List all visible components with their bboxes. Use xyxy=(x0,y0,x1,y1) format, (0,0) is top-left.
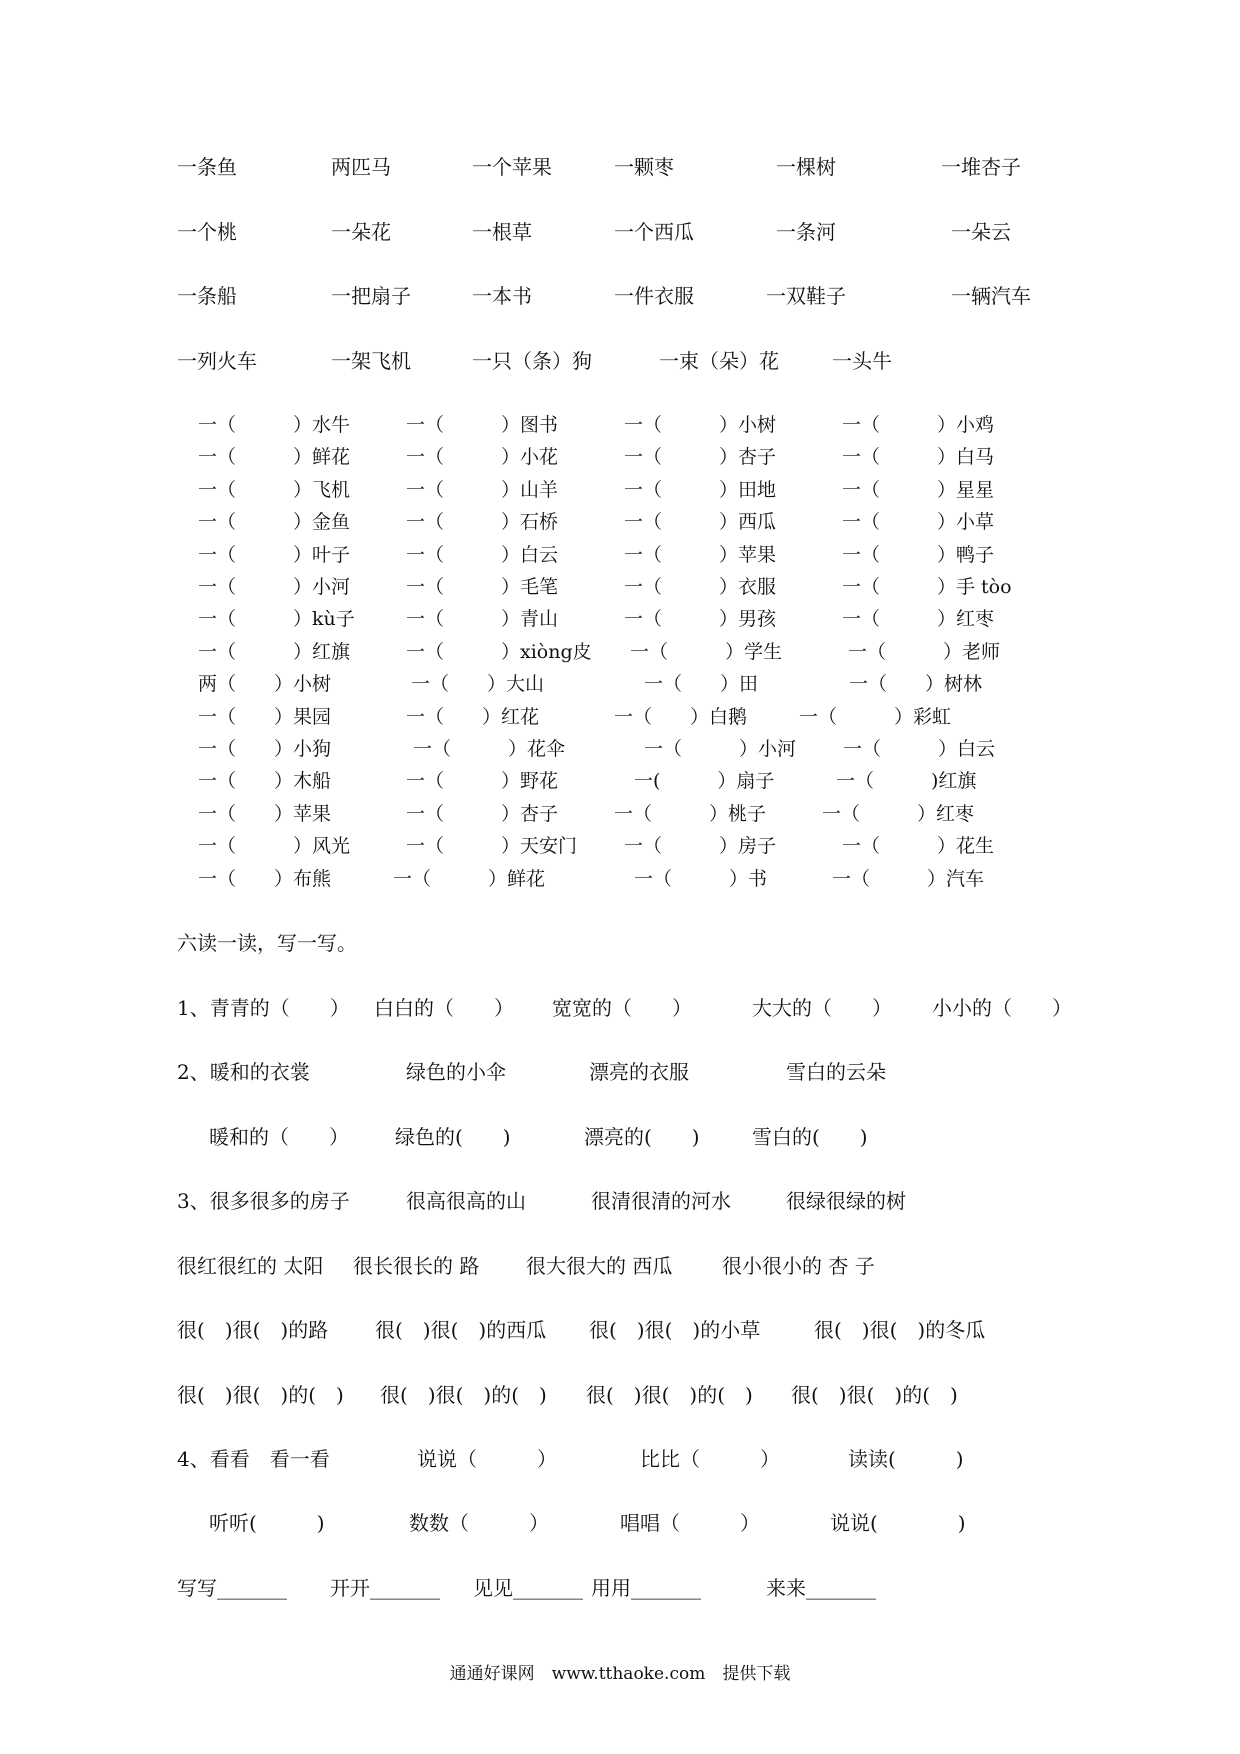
fill-measure-row-cell: 一（ ）小狗 xyxy=(198,738,332,760)
fill-measure-row-cell: 一（ ）红旗 xyxy=(198,640,351,663)
q4-row3-cell: 开开_______ xyxy=(330,1576,440,1600)
fill-measure-row-cell: 一（ ）鲜花 xyxy=(198,446,351,469)
q4-row2 xyxy=(0,1508,1240,1538)
measure-word-row xyxy=(0,346,1240,376)
q4-row3-cell: 写写_______ xyxy=(177,1576,287,1600)
fill-measure-row xyxy=(0,410,1240,440)
fill-measure-row-cell: 一（ ）风光 xyxy=(198,835,351,858)
measure-word-row-cell: 一架飞机 xyxy=(331,349,411,373)
fill-measure-row-cell: 一（ )红旗 xyxy=(836,770,977,793)
measure-word-row-cell: 一列火车 xyxy=(177,349,257,373)
fill-measure-row-cell: 一（ ）杏子 xyxy=(624,446,777,469)
fill-measure-row-cell: 一（ ）杏子 xyxy=(406,802,559,825)
fill-measure-row-cell: 一（ ）田 xyxy=(644,673,759,696)
q3-blanks1-row-cell: 很( )很( )的西瓜 xyxy=(375,1318,547,1342)
q3-words-row xyxy=(0,1186,1240,1216)
section-title-cell: 六读一读，写一写。 xyxy=(177,931,357,955)
fill-measure-row-cell: 一（ ）西瓜 xyxy=(624,511,777,534)
measure-word-row-cell: 一条鱼 xyxy=(177,155,237,179)
q3-words2-row xyxy=(0,1251,1240,1281)
fill-measure-row-cell: 一（ ）老师 xyxy=(848,640,1001,663)
q1-row-cell: 小小的（ ） xyxy=(932,996,1072,1020)
q2-words-row-cell: 漂亮的衣服 xyxy=(589,1060,689,1084)
fill-measure-row xyxy=(0,540,1240,570)
q3-words-row-cell: 很高很高的山 xyxy=(406,1189,526,1213)
fill-measure-row-cell: 一（ ）白马 xyxy=(842,446,995,469)
fill-measure-row-cell: 一（ ）图书 xyxy=(406,414,559,436)
q2-blanks-row-cell: 暖和的（ ） xyxy=(209,1125,349,1149)
measure-word-row-cell: 一颗枣 xyxy=(614,155,674,179)
q2-words-row xyxy=(0,1057,1240,1087)
measure-word-row-cell: 一头牛 xyxy=(832,349,892,373)
measure-word-row xyxy=(0,281,1240,311)
fill-measure-row-cell: 一（ ）桃子 xyxy=(614,802,767,825)
q3-blanks2-row-cell: 很( )很( )的( ) xyxy=(177,1383,344,1407)
fill-measure-row-cell: 一（ ）白鹅 xyxy=(614,705,748,728)
q4-row3-cell: 见见_______ xyxy=(473,1576,583,1600)
fill-measure-row xyxy=(0,442,1240,472)
fill-measure-row-cell: 一（ ）大山 xyxy=(411,673,545,696)
q3-words2-row-cell: 很红很红的 太阳 xyxy=(177,1254,324,1278)
fill-measure-row-cell: 一（ ）山羊 xyxy=(406,478,559,501)
fill-measure-row-cell: 一（ ）金鱼 xyxy=(198,511,351,534)
fill-measure-row-cell: 一（ ）田地 xyxy=(624,478,777,501)
measure-word-row-cell: 一辆汽车 xyxy=(951,284,1031,308)
measure-word-row-cell: 一个桃 xyxy=(177,220,237,244)
fill-measure-row xyxy=(0,702,1240,732)
fill-measure-row-cell: 一（ ）野花 xyxy=(406,770,559,793)
fill-measure-row xyxy=(0,604,1240,634)
q4-row3-cell: 用用_______ xyxy=(591,1576,701,1600)
measure-word-row-cell: 一朵云 xyxy=(951,220,1011,244)
q3-blanks2-row-cell: 很( )很( )的( ) xyxy=(791,1383,958,1407)
q3-blanks1-row-cell: 很( )很( )的冬瓜 xyxy=(814,1318,986,1342)
q2-blanks-row xyxy=(0,1122,1240,1152)
measure-word-row-cell: 一把扇子 xyxy=(331,284,411,308)
fill-measure-row-cell: 一（ ）衣服 xyxy=(624,576,777,598)
fill-measure-row-cell: 一（ ）苹果 xyxy=(198,802,332,825)
q3-words2-row-cell: 很小很小的 杏 子 xyxy=(722,1254,875,1278)
fill-measure-row xyxy=(0,864,1240,894)
measure-word-row xyxy=(0,152,1240,182)
q3-blanks1-row xyxy=(0,1315,1240,1345)
fill-measure-row xyxy=(0,799,1240,829)
fill-measure-row-cell: 一（ ）kù子 xyxy=(198,608,355,631)
fill-measure-row-cell: 一（ ）xiòng皮 xyxy=(406,640,592,663)
fill-measure-row-cell: 一（ ）汽车 xyxy=(832,867,985,890)
fill-measure-row-cell: 一（ ）学生 xyxy=(630,640,783,663)
fill-measure-row-cell: 一（ ）果园 xyxy=(198,705,332,728)
fill-measure-row-cell: 一（ ）毛笔 xyxy=(406,576,559,598)
q2-words-row-cell: 雪白的云朵 xyxy=(786,1060,886,1084)
fill-measure-row-cell: 一（ ）小草 xyxy=(842,511,995,534)
measure-word-row-cell: 一堆杏子 xyxy=(941,155,1021,179)
fill-measure-row-cell: 一（ ）树林 xyxy=(849,673,983,696)
q3-words-row-cell: 3、很多很多的房子 xyxy=(177,1189,350,1213)
fill-measure-row-cell: 一（ ）红枣 xyxy=(822,802,975,825)
q2-blanks-row-cell: 漂亮的( ) xyxy=(584,1125,700,1149)
fill-measure-row xyxy=(0,734,1240,764)
fill-measure-row-cell: 一（ ）石桥 xyxy=(406,511,559,534)
q3-words-row-cell: 很绿很绿的树 xyxy=(786,1189,906,1213)
q4-row2-cell: 数数（ ） xyxy=(409,1511,549,1535)
page-footer: 通通好课网 www.tthaoke.com 提供下载 xyxy=(449,1664,791,1684)
fill-measure-row-cell: 一（ ）花生 xyxy=(842,835,995,858)
q2-blanks-row-cell: 绿色的( ) xyxy=(395,1125,511,1149)
fill-measure-row xyxy=(0,572,1240,602)
measure-word-row-cell: 一只（条）狗 xyxy=(472,349,592,373)
measure-word-row-cell: 一束（朵）花 xyxy=(659,349,779,373)
fill-measure-row-cell: 一（ ）房子 xyxy=(624,835,777,858)
q4-row3 xyxy=(0,1573,1240,1603)
section-title xyxy=(0,928,1240,958)
fill-measure-row-cell: 一（ ）飞机 xyxy=(198,478,351,501)
measure-word-row-cell: 一个苹果 xyxy=(472,155,552,179)
measure-word-row-cell: 一棵树 xyxy=(776,155,836,179)
fill-measure-row-cell: 一（ ）鸭子 xyxy=(842,543,995,566)
measure-word-row-cell: 一双鞋子 xyxy=(766,284,846,308)
fill-measure-row-cell: 一（ ）小鸡 xyxy=(842,414,995,436)
q3-words2-row-cell: 很大很大的 西瓜 xyxy=(526,1254,673,1278)
fill-measure-row xyxy=(0,507,1240,537)
fill-measure-row-cell: 一（ ）白云 xyxy=(843,738,996,760)
fill-measure-row-cell: 一（ ）小河 xyxy=(198,576,351,598)
fill-measure-row-cell: 一（ ）彩虹 xyxy=(799,705,952,728)
fill-measure-row-cell: 一（ ）花伞 xyxy=(413,738,566,760)
q3-blanks2-row-cell: 很( )很( )的( ) xyxy=(586,1383,753,1407)
fill-measure-row xyxy=(0,831,1240,861)
q4-row2-cell: 唱唱（ ） xyxy=(620,1511,760,1535)
q4-row2-cell: 听听( ) xyxy=(209,1511,325,1535)
q4-row1-cell: 说说（ ） xyxy=(417,1447,557,1471)
q4-row1-cell: 4、看看 看一看 xyxy=(177,1447,330,1471)
fill-measure-row-cell: 一（ ）鲜花 xyxy=(393,867,546,890)
q1-row-cell: 1、青青的（ ） xyxy=(177,996,350,1020)
q4-row1-cell: 读读( ) xyxy=(848,1447,964,1471)
fill-measure-row-cell: 一（ ）木船 xyxy=(198,770,332,793)
q1-row xyxy=(0,993,1240,1023)
fill-measure-row-cell: 一（ ）白云 xyxy=(406,543,559,566)
measure-word-row-cell: 一件衣服 xyxy=(614,284,694,308)
q3-words-row-cell: 很清很清的河水 xyxy=(591,1189,731,1213)
q3-blanks2-row-cell: 很( )很( )的( ) xyxy=(380,1383,547,1407)
q4-row1-cell: 比比（ ） xyxy=(640,1447,780,1471)
fill-measure-row-cell: 一（ ）天安门 xyxy=(406,835,578,858)
q3-blanks1-row-cell: 很( )很( )的小草 xyxy=(589,1318,761,1342)
fill-measure-row-cell: 一（ ）男孩 xyxy=(624,608,777,631)
fill-measure-row-cell: 一( ）扇子 xyxy=(634,770,775,793)
q4-row3-cell: 来来_______ xyxy=(766,1576,876,1600)
q2-words-row-cell: 2、暖和的衣裳 xyxy=(177,1060,310,1084)
fill-measure-row-cell: 一（ ）苹果 xyxy=(624,543,777,566)
fill-measure-row-cell: 一（ ）红枣 xyxy=(842,608,995,631)
q3-blanks2-row xyxy=(0,1380,1240,1410)
measure-word-row-cell: 一条船 xyxy=(177,284,237,308)
fill-measure-row-cell: 一（ ）布熊 xyxy=(198,867,332,890)
fill-measure-row-cell: 一（ ）小树 xyxy=(624,414,777,436)
fill-measure-row-cell: 一（ ）星星 xyxy=(842,478,995,501)
fill-measure-row-cell: 一（ ）红花 xyxy=(406,705,540,728)
q4-row2-cell: 说说( ) xyxy=(830,1511,966,1535)
fill-measure-row-cell: 一（ ）书 xyxy=(634,867,768,890)
fill-measure-row-cell: 一（ ）叶子 xyxy=(198,543,351,566)
q2-blanks-row-cell: 雪白的( ) xyxy=(752,1125,868,1149)
q1-row-cell: 宽宽的（ ） xyxy=(552,996,692,1020)
q2-words-row-cell: 绿色的小伞 xyxy=(406,1060,506,1084)
measure-word-row xyxy=(0,217,1240,247)
measure-word-row-cell: 一根草 xyxy=(472,220,532,244)
fill-measure-row-cell: 一（ ）水牛 xyxy=(198,414,351,436)
fill-measure-row xyxy=(0,766,1240,796)
measure-word-row-cell: 一朵花 xyxy=(331,220,391,244)
measure-word-row-cell: 一本书 xyxy=(472,284,532,308)
measure-word-row-cell: 两匹马 xyxy=(331,155,391,179)
measure-word-row-cell: 一条河 xyxy=(776,220,836,244)
fill-measure-row-cell: 一（ ）小花 xyxy=(406,446,559,469)
q3-blanks1-row-cell: 很( )很( )的路 xyxy=(177,1318,329,1342)
fill-measure-row xyxy=(0,669,1240,699)
fill-measure-row-cell: 两（ ）小树 xyxy=(198,673,332,696)
fill-measure-row-cell: 一（ ）小河 xyxy=(644,738,797,760)
fill-measure-row-cell: 一（ ）手 tòo xyxy=(842,576,1012,598)
fill-measure-row xyxy=(0,637,1240,667)
q3-words2-row-cell: 很长很长的 路 xyxy=(353,1254,480,1278)
fill-measure-row xyxy=(0,475,1240,505)
q4-row1 xyxy=(0,1444,1240,1474)
measure-word-row-cell: 一个西瓜 xyxy=(614,220,694,244)
q1-row-cell: 白白的（ ） xyxy=(374,996,514,1020)
q1-row-cell: 大大的（ ） xyxy=(752,996,892,1020)
fill-measure-row-cell: 一（ ）青山 xyxy=(406,608,559,631)
